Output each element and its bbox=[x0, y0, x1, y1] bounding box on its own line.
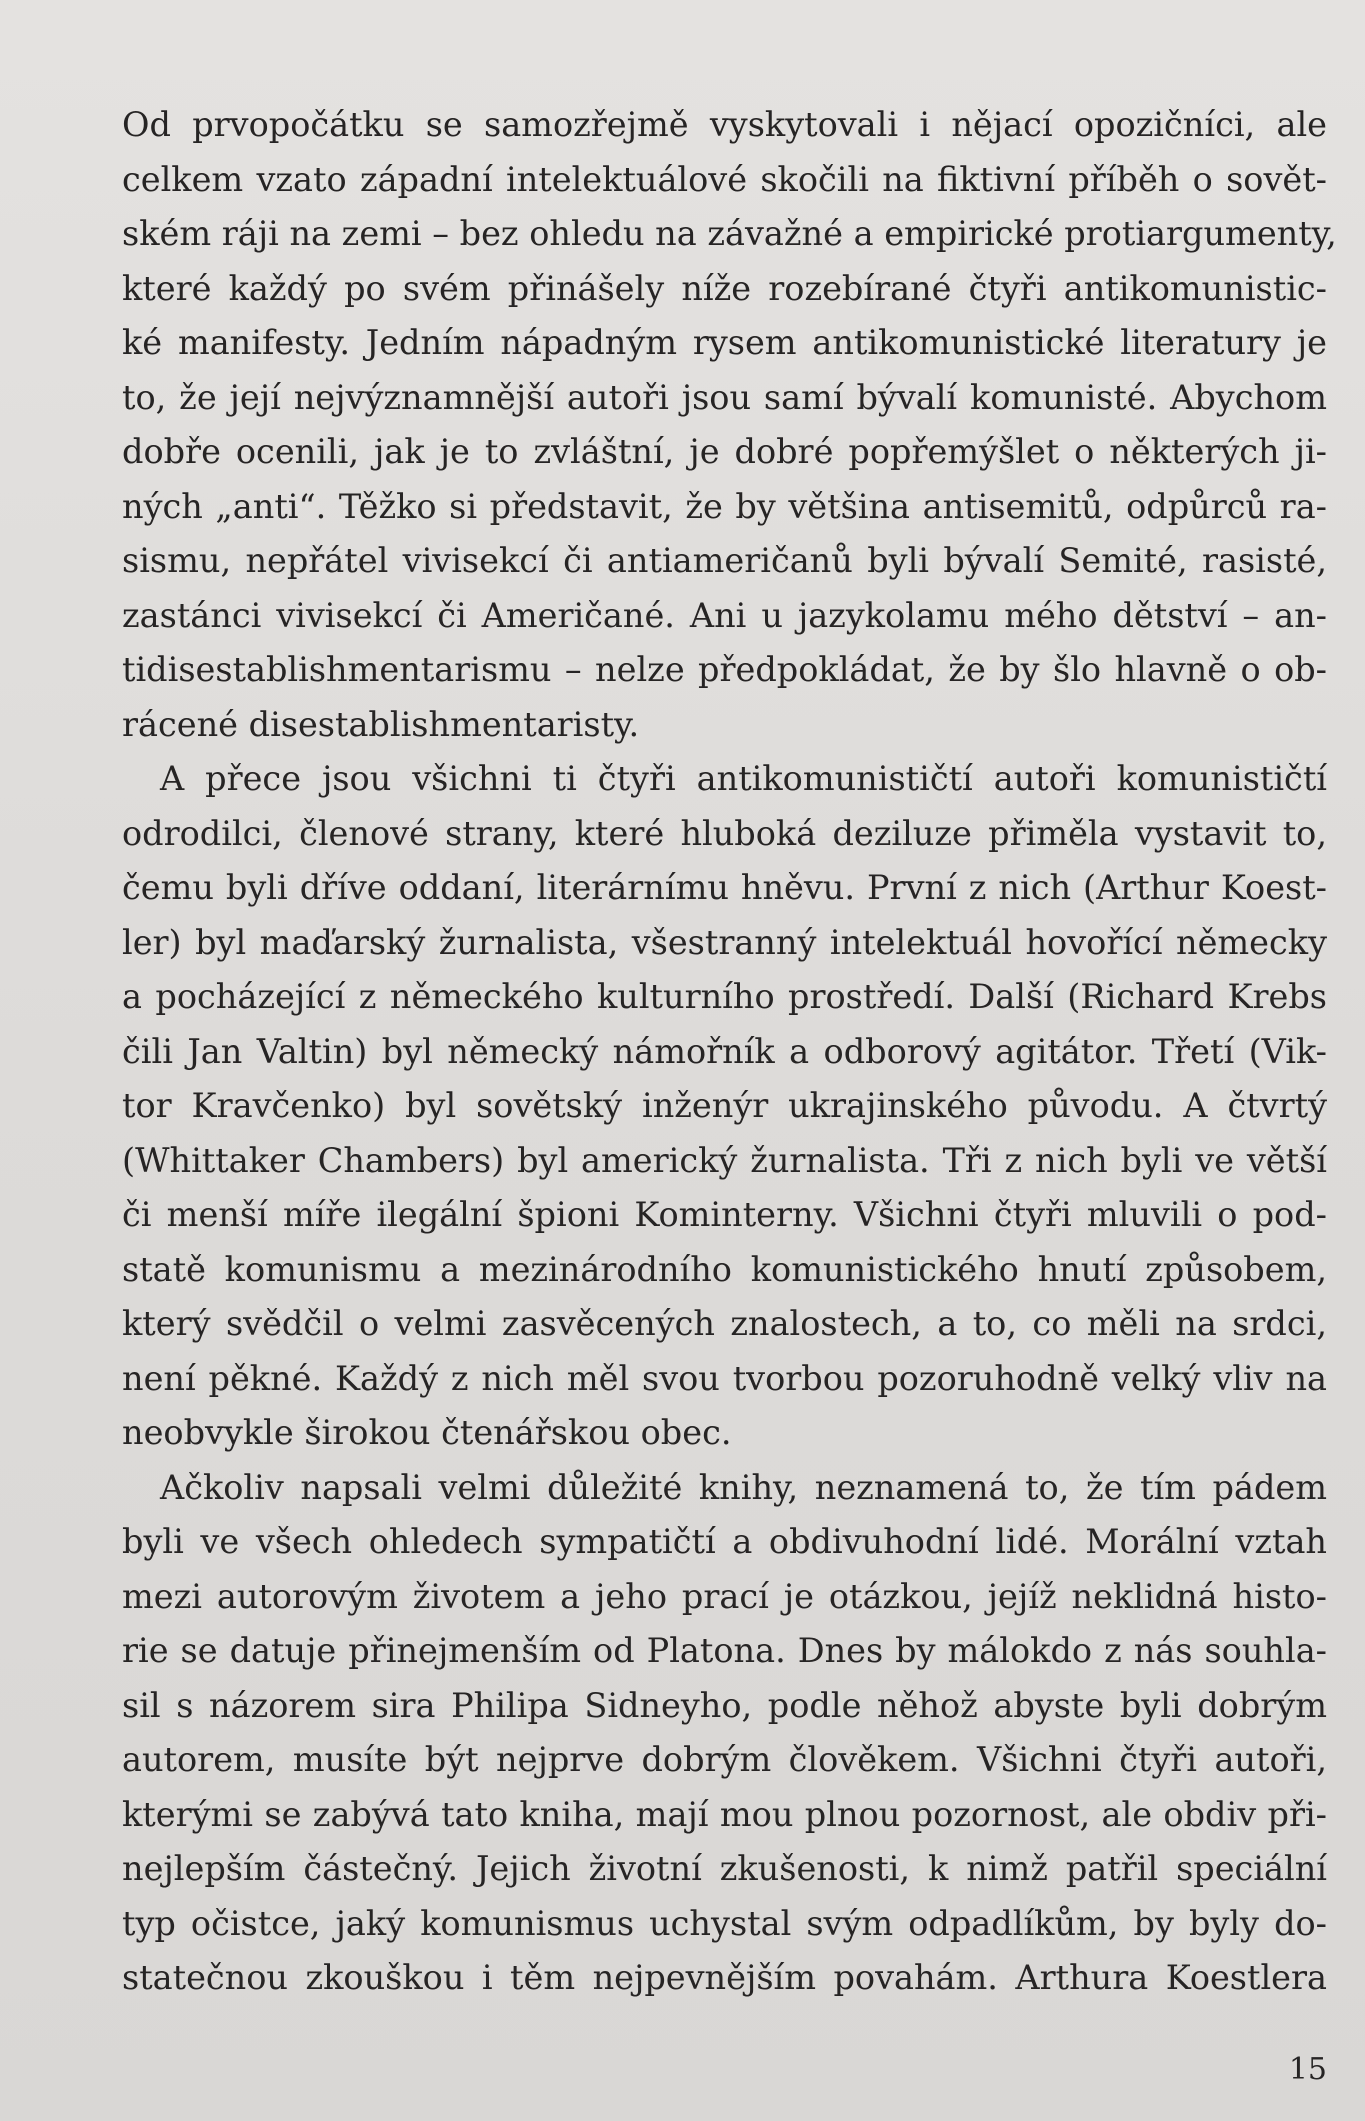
text-line: sil s názorem sira Philipa Sidneyho, podle něhož abyste byli dobrým bbox=[122, 1685, 1327, 1725]
text-line: autorem, musíte být nejprve dobrým člověkem. Všichni čtyři autoři, bbox=[122, 1740, 1327, 1779]
text-line: čili Jan Valtin) byl německý námořník a odborový agitátor. Třetí (Vik- bbox=[122, 1031, 1327, 1071]
text-line: Ačkoliv napsali velmi důležité knihy, neznamená to, že tím pádem bbox=[160, 1467, 1327, 1507]
text-line: nejlepším částečný. Jejich životní zkušenosti, k nimž patřil speciální bbox=[122, 1849, 1327, 1888]
text-line: není pěkné. Každý z nich měl svou tvorbou pozoruhodně velký vliv na bbox=[122, 1358, 1327, 1398]
paragraph bbox=[122, 1461, 1327, 2006]
text-line: zastánci vivisekcí či Američané. Ani u jazykolamu mého dětství – an- bbox=[122, 595, 1327, 635]
text-line: statě komunismu a mezinárodního komunistického hnutí způsobem, bbox=[122, 1249, 1327, 1289]
text-line: Od prvopočátku se samozřejmě vyskytovali i nějací opozičníci, ale bbox=[122, 105, 1327, 144]
text-line: ných „anti“. Těžko si představit, že by většina antisemitů, odpůrců ra- bbox=[122, 486, 1327, 526]
text-line: rácené disestablishmentaristy. bbox=[122, 704, 640, 744]
body-text bbox=[122, 98, 1337, 2006]
text-line: statečnou zkouškou i těm nejpevnějším povahám. Arthura Koestlera bbox=[122, 1958, 1327, 1997]
text-line: typ očistce, jaký komunismus uchystal svým odpadlíkům, by byly do- bbox=[122, 1903, 1327, 1943]
text-line: byli ve všech ohledech sympatičtí a obdivuhodní lidé. Morální vztah bbox=[122, 1522, 1327, 1561]
paragraph bbox=[122, 752, 1327, 1461]
text-line: ké manifesty. Jedním nápadným rysem antikomunistické literatury je bbox=[122, 323, 1327, 362]
paragraph bbox=[122, 98, 1337, 752]
text-line: čemu byli dříve oddaní, literárnímu hněvu. První z nich (Arthur Koest- bbox=[122, 868, 1327, 907]
text-line: či menší míře ilegální špioni Kominterny. Všichni čtyři mluvili o pod- bbox=[122, 1195, 1327, 1234]
text-line: odrodilci, členové strany, které hluboká deziluze přiměla vystavit to, bbox=[122, 813, 1327, 853]
text-line: který svědčil o velmi zasvěcených znalostech, a to, co měli na srdci, bbox=[122, 1304, 1327, 1343]
text-line: dobře ocenili, jak je to zvláštní, je dobré popřemýšlet o některých ji- bbox=[122, 432, 1327, 471]
text-line: A přece jsou všichni ti čtyři antikomunističtí autoři komunističtí bbox=[160, 759, 1327, 798]
text-line: kterými se zabývá tato kniha, mají mou plnou pozornost, ale obdiv při- bbox=[122, 1794, 1327, 1834]
text-line: tor Kravčenko) byl sovětský inženýr ukrajinského původu. A čtvrtý bbox=[122, 1086, 1327, 1125]
text-line: a pocházející z německého kulturního prostředí. Další (Richard Krebs bbox=[122, 977, 1327, 1016]
text-line: tidisestablishmentarismu – nelze předpokládat, že by šlo hlavně o ob- bbox=[122, 650, 1327, 689]
page-number: 15 bbox=[1288, 2052, 1327, 2087]
text-line: mezi autorovým životem a jeho prací je otázkou, jejíž neklidná histo- bbox=[122, 1576, 1327, 1616]
text-line: neobvykle širokou čtenářskou obec. bbox=[122, 1413, 732, 1452]
text-line: sismu, nepřátel vivisekcí či antiameričanů byli bývalí Semité, rasisté, bbox=[122, 541, 1327, 580]
text-line: ler) byl maďarský žurnalista, všestranný intelektuál hovořící německy bbox=[122, 922, 1327, 962]
text-line: které každý po svém přinášely níže rozebírané čtyři antikomunistic- bbox=[122, 268, 1327, 308]
text-line: rie se datuje přinejmenším od Platona. Dnes by málokdo z nás souhla- bbox=[122, 1631, 1327, 1670]
text-line: (Whittaker Chambers) byl americký žurnalista. Tři z nich byli ve větší bbox=[122, 1140, 1327, 1180]
text-line: celkem vzato západní intelektuálové skočili na fiktivní příběh o sovět- bbox=[122, 159, 1327, 199]
text-line: to, že její nejvýznamnější autoři jsou samí bývalí komunisté. Abychom bbox=[122, 377, 1327, 417]
text-line: ském ráji na zemi – bez ohledu na závažné a empirické protiargumenty, bbox=[122, 214, 1337, 253]
